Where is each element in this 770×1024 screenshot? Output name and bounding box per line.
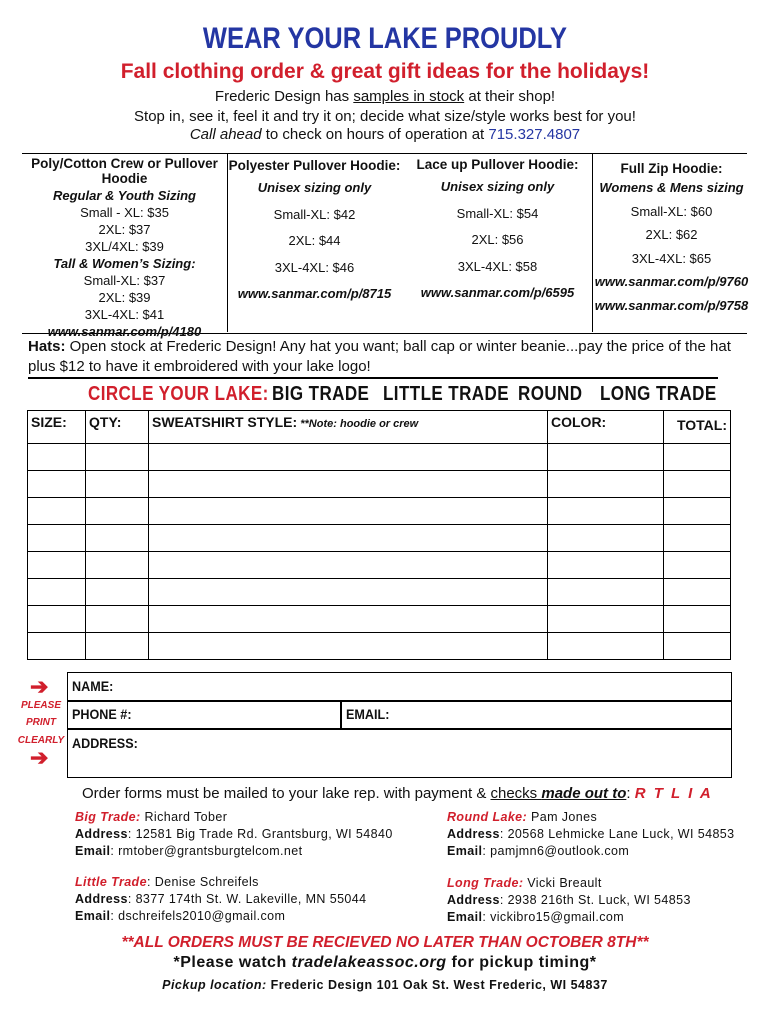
qty-cell[interactable] [86,606,149,633]
rep-address: 12581 Big Trade Rd. Grantsburg, WI 54840 [135,827,393,841]
product-line: 2XL: $44 [288,233,341,248]
website: tradelakeassoc.org [291,954,447,971]
circle-lake-label: CIRCLE YOUR LAKE: [88,383,269,405]
payee: R T L I A [634,785,713,802]
clearly-text: CLEARLY [17,735,65,746]
mail-text: Order forms must be mailed to your lake rep. with payment & [82,785,491,802]
col-size-label: SIZE: [31,414,67,430]
email-label: Email [75,909,111,923]
size-cell[interactable] [28,552,86,579]
style-cell[interactable] [149,552,548,579]
hats-label: Hats: [28,338,66,355]
size-cell[interactable] [28,444,86,471]
arrow-right-icon: ➔ [30,674,49,699]
shop-phone: 715.327.4807 [488,126,581,143]
product-line: 3XL-4XL: $41 [84,307,165,322]
hats-note [28,337,743,377]
product-line: Small-XL: $60 [630,203,713,219]
pickup-label: Pickup location: [162,978,267,992]
phone-label: PHONE #: [72,706,132,722]
col-total [664,411,731,444]
col-style-note: **Note: hoodie or crew [297,418,419,430]
qty-cell[interactable] [86,552,149,579]
page-subtitle: Fall clothing order & great gift ideas for the holidays! [120,60,650,83]
product-details [410,174,585,307]
checks-text: checks [490,785,542,802]
col-qty [86,411,149,444]
rep-name: Pam Jones [530,810,598,824]
qty-cell[interactable] [86,633,149,660]
style-cell[interactable] [149,525,548,552]
arrow-right-icon: ➔ [30,745,49,770]
table-row [28,498,731,525]
style-cell[interactable] [149,579,548,606]
total-cell[interactable] [664,471,731,498]
rep-address: 2938 216th St. Luck, WI 54853 [507,893,691,907]
rep-lake: Round Lake: [447,810,528,824]
color-cell[interactable] [548,471,664,498]
qty-cell[interactable] [86,471,149,498]
rep-name: Denise Schreifels [154,875,259,889]
intro-text: at their shop! [464,88,556,105]
product-line: Womens & Mens sizing [599,180,744,195]
product-line: 3XL-4XL: $65 [631,250,712,266]
style-cell[interactable] [149,498,548,525]
email-field[interactable] [390,700,728,726]
total-cell[interactable] [664,525,731,552]
table-row [28,606,731,633]
table-row [28,471,731,498]
name-field[interactable] [108,673,728,699]
colon-text: : [626,785,635,802]
product-line: Regular & Youth Sizing [52,188,196,203]
col-qty-label: QTY: [89,414,122,430]
order-table [27,410,731,660]
address-label: ADDRESS: [72,735,138,751]
lake-option-big-trade[interactable]: BIG TRADE [272,383,370,405]
color-cell[interactable] [548,606,664,633]
rep-little-trade: Little Trade: Denise Schreifels Address: 8377 174th St. W. Lakeville, MN 55044 Email: dschreifels2010@gmail.com [75,875,367,923]
table-header [28,411,731,444]
rep-email: rmtober@grantsburgtelcom.net [118,844,303,858]
pickup-address: Frederic Design 101 Oak St. West Frederic, WI 54837 [266,978,608,992]
lake-option-round[interactable]: ROUND [518,383,583,405]
size-cell[interactable] [28,498,86,525]
email-label: EMAIL: [346,706,390,722]
table-row [28,579,731,606]
rep-lake: Little Trade [75,875,147,889]
email-label: Email [447,844,483,858]
call-ahead: Call ahead [189,126,262,143]
rep-round-lake: Round Lake: Pam Jones Address: 20568 Lehmicke Lane Luck, WI 54853 Email: pamjmn6@outlook.com [447,810,735,858]
divider [28,377,718,379]
rep-email: vickibro15@gmail.com [490,910,625,924]
product-name: Lace up Pullover Hoodie: [416,157,579,172]
color-cell[interactable] [548,525,664,552]
product-polyester [227,158,402,337]
divider [592,153,593,332]
product-full-zip [594,161,749,340]
rep-address: 8377 174th St. W. Lakeville, MN 55044 [135,892,367,906]
product-name: Poly/Cotton Crew or Pullover Hoodie [31,156,218,186]
product-line: www.sanmar.com/p/9760 [594,274,749,289]
product-details [594,176,749,317]
product-line: www.sanmar.com/p/6595 [420,285,575,300]
qty-cell[interactable] [86,579,149,606]
color-cell[interactable] [548,552,664,579]
color-cell[interactable] [548,579,664,606]
intro-line-3 [0,124,770,145]
please-text: PLEASE [20,700,61,711]
product-line: 2XL: $62 [645,227,698,242]
name-label: NAME: [72,678,114,694]
lake-option-long-trade[interactable]: LONG TRADE [600,383,717,405]
product-line: 2XL: $56 [471,232,524,247]
rep-address: 20568 Lehmicke Lane Luck, WI 54853 [507,827,735,841]
total-cell[interactable] [664,606,731,633]
product-line: www.sanmar.com/p/4180 [47,324,202,339]
address-field[interactable] [135,729,728,775]
style-cell[interactable] [149,633,548,660]
address-label: Address [447,893,500,907]
product-details [22,187,227,340]
pickup-timing-note [0,954,770,972]
total-cell[interactable] [664,633,731,660]
product-line: 3XL-4XL: $58 [457,258,538,274]
watch-text: *Please watch [173,954,292,971]
style-cell[interactable] [149,471,548,498]
product-line: Unisex sizing only [440,179,555,194]
qty-cell[interactable] [86,498,149,525]
product-line: Small-XL: $42 [273,206,356,222]
product-line: 3XL/4XL: $39 [85,239,164,254]
product-line: www.sanmar.com/p/8715 [237,286,392,301]
rep-big-trade: Big Trade: Richard Tober Address: 12581 Big Trade Rd. Grantsburg, WI 54840 Email: rmtober@grantsburgtelcom.net [75,810,393,858]
size-cell[interactable] [28,579,86,606]
email-label: Email [447,910,483,924]
col-color [548,411,664,444]
hats-text: Open stock at Frederic Design! Any hat you want; ball cap or winter beanie...pay the price of the hat plus $12 to have it embroidered with your lake logo! [28,338,731,375]
product-line: www.sanmar.com/p/9758 [594,297,749,313]
total-cell[interactable] [664,579,731,606]
pickup-location [0,978,770,992]
style-cell[interactable] [149,444,548,471]
intro-line-2: Stop in, see it, feel it and try it on; decide what size/style works best for you! [134,108,636,125]
phone-field[interactable] [204,700,342,722]
mail-instructions [82,785,713,802]
style-cell[interactable] [149,606,548,633]
rep-lake: Long Trade: [447,876,524,890]
table-row [28,633,731,660]
qty-cell[interactable] [86,525,149,552]
intro-text: to check on hours of operation at [261,126,489,143]
color-cell[interactable] [548,444,664,471]
color-cell[interactable] [548,498,664,525]
product-name: Polyester Pullover Hoodie: [228,158,401,173]
product-line: 2XL: $39 [98,290,151,305]
intro-text: Frederic Design has [214,88,354,105]
rep-long-trade: Long Trade: Vicki Breault Address: 2938 216th St. Luck, WI 54853 Email: vickibro15@gmail.com [447,876,691,924]
color-cell[interactable] [548,633,664,660]
page-title: WEAR YOUR LAKE PROUDLY [202,22,568,55]
product-lace-up [410,157,585,336]
rep-name: Vicki Breault [527,876,602,890]
rep-email: dschreifels2010@gmail.com [118,909,286,923]
intro-line-1 [0,86,770,107]
table-row [28,444,731,471]
total-cell[interactable] [664,444,731,471]
product-line: Tall & Women’s Sizing: [53,256,196,271]
deadline-warning: **ALL ORDERS MUST BE RECIEVED NO LATER THAN OCTOBER 8TH** [121,934,649,951]
product-line: Unisex sizing only [257,180,372,195]
lake-option-little-trade[interactable]: LITTLE TRADE [383,383,509,405]
address-label: Address [447,827,500,841]
product-name: Full Zip Hoodie: [620,161,723,176]
col-style-label: SWEATSHIRT STYLE: [152,414,298,430]
total-cell[interactable] [664,498,731,525]
size-cell[interactable] [28,471,86,498]
made-out-text: made out to [541,785,627,802]
intro-underline: samples in stock [353,88,465,105]
product-line: Small-XL: $37 [83,273,166,288]
size-cell[interactable] [28,633,86,660]
table-row [28,552,731,579]
size-cell[interactable] [28,606,86,633]
print-text: PRINT [26,717,56,728]
table-row [28,525,731,552]
product-poly-cotton [22,156,227,339]
qty-cell[interactable] [86,444,149,471]
product-line: Small - XL: $35 [80,205,169,220]
rep-lake: Big Trade: [75,810,141,824]
total-cell[interactable] [664,552,731,579]
col-total-label: TOTAL: [676,417,727,433]
col-color-label: COLOR: [551,414,607,430]
checks-made-out [491,785,627,802]
col-size [28,411,86,444]
address-label: Address [75,827,128,841]
watch-text: for pickup timing* [446,954,597,971]
address-label: Address [75,892,128,906]
product-details [227,175,402,308]
rep-name: Richard Tober [144,810,228,824]
col-style [149,411,548,444]
product-line: 3XL-4XL: $46 [274,259,355,275]
email-label: Email [75,844,111,858]
rep-email: pamjmn6@outlook.com [490,844,630,858]
product-line: 2XL: $37 [98,222,151,237]
size-cell[interactable] [28,525,86,552]
product-line: Small-XL: $54 [456,205,539,221]
